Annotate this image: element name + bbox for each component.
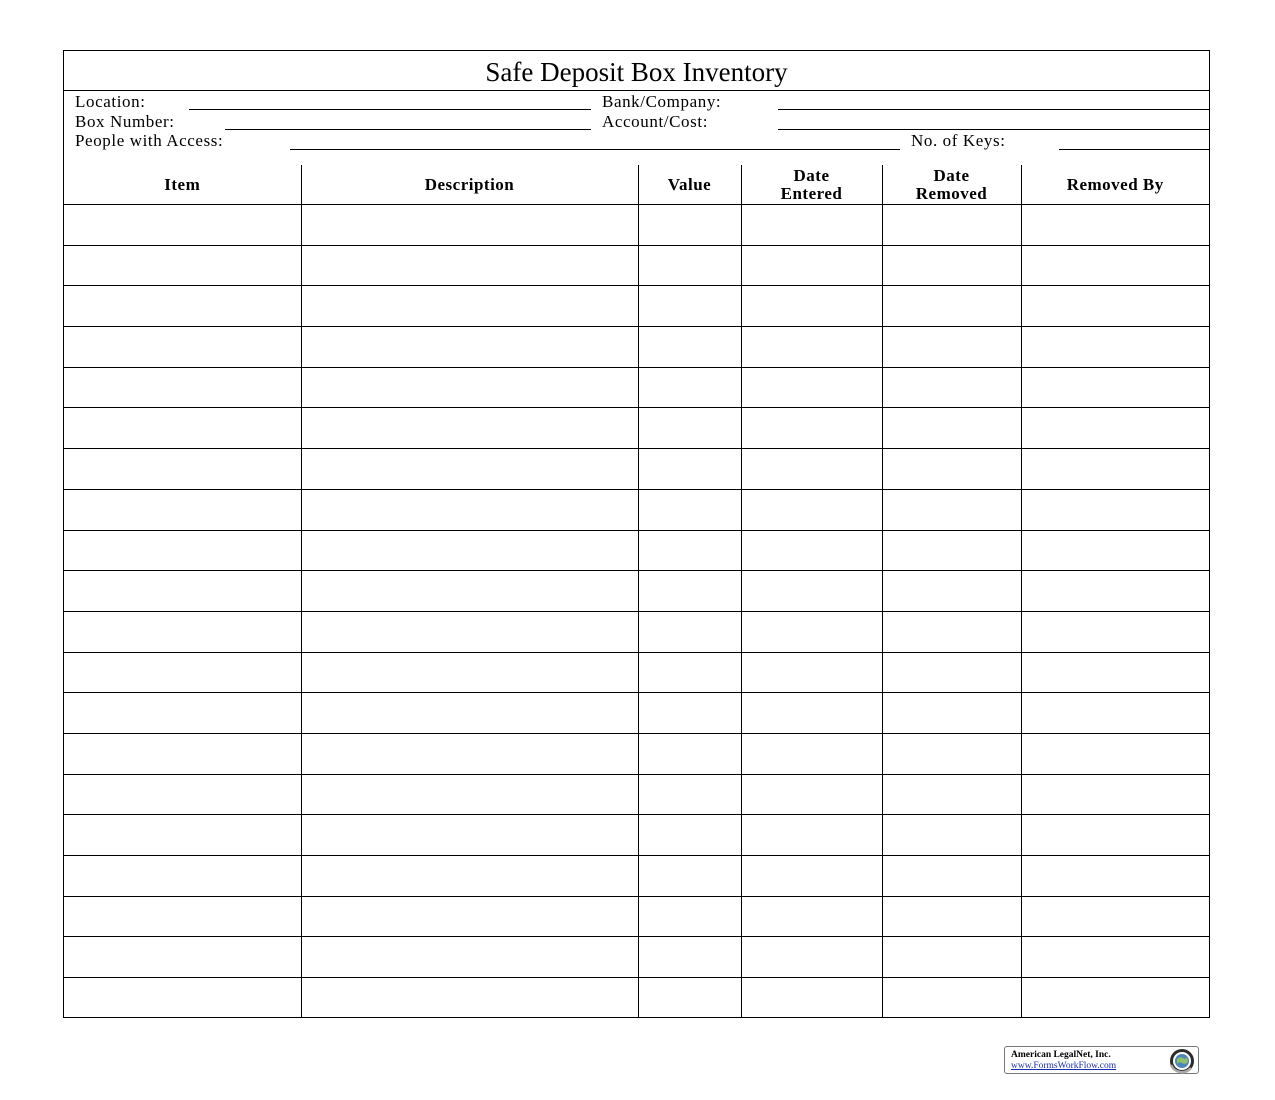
- table-row: [64, 286, 1209, 327]
- description-cell[interactable]: [301, 896, 638, 937]
- value-cell[interactable]: [638, 611, 741, 652]
- date-removed-cell[interactable]: [882, 774, 1021, 815]
- removed-by-cell[interactable]: [1021, 978, 1209, 1018]
- no-of-keys-field[interactable]: [1059, 149, 1210, 150]
- removed-by-cell[interactable]: [1021, 693, 1209, 734]
- description-cell[interactable]: [301, 815, 638, 856]
- table-row: [64, 245, 1209, 286]
- removed-by-cell[interactable]: [1021, 856, 1209, 897]
- date-removed-cell[interactable]: [882, 286, 1021, 327]
- value-cell[interactable]: [638, 367, 741, 408]
- removed-by-cell[interactable]: [1021, 530, 1209, 571]
- people-with-access-field[interactable]: [290, 149, 900, 150]
- date-entered-cell[interactable]: [741, 733, 882, 774]
- table-row: [64, 205, 1209, 246]
- removed-by-cell[interactable]: [1021, 367, 1209, 408]
- column-header-date-removed: Date Removed: [882, 165, 1021, 205]
- value-cell[interactable]: [638, 245, 741, 286]
- table-row: [64, 896, 1209, 937]
- table-row: [64, 693, 1209, 734]
- account-cost-label: Account/Cost:: [602, 112, 709, 131]
- value-cell[interactable]: [638, 571, 741, 612]
- date-removed-cell[interactable]: [882, 205, 1021, 246]
- date-entered-cell[interactable]: [741, 693, 882, 734]
- date-removed-cell[interactable]: [882, 449, 1021, 490]
- item-cell[interactable]: [64, 896, 301, 937]
- item-cell[interactable]: [64, 571, 301, 612]
- table-row: [64, 856, 1209, 897]
- removed-by-cell[interactable]: [1021, 205, 1209, 246]
- column-header-removed-by: Removed By: [1021, 165, 1209, 205]
- globe-logo-icon: [1169, 1048, 1195, 1074]
- box-number-label: Box Number:: [75, 112, 175, 131]
- item-cell[interactable]: [64, 530, 301, 571]
- value-cell[interactable]: [638, 652, 741, 693]
- company-name: American LegalNet, Inc.: [1011, 1050, 1111, 1060]
- removed-by-cell[interactable]: [1021, 896, 1209, 937]
- removed-by-cell[interactable]: [1021, 286, 1209, 327]
- table-row: [64, 611, 1209, 652]
- company-logo: [1004, 1046, 1199, 1074]
- value-cell[interactable]: [638, 815, 741, 856]
- date-removed-cell[interactable]: [882, 245, 1021, 286]
- description-cell[interactable]: [301, 611, 638, 652]
- item-cell[interactable]: [64, 733, 301, 774]
- description-cell[interactable]: [301, 774, 638, 815]
- date-entered-cell[interactable]: [741, 978, 882, 1018]
- column-header-item: Item: [64, 165, 301, 205]
- item-cell[interactable]: [64, 856, 301, 897]
- item-cell[interactable]: [64, 449, 301, 490]
- date-entered-cell[interactable]: [741, 774, 882, 815]
- date-entered-cell[interactable]: [741, 530, 882, 571]
- item-cell[interactable]: [64, 489, 301, 530]
- description-cell[interactable]: [301, 205, 638, 246]
- description-cell[interactable]: [301, 489, 638, 530]
- description-cell[interactable]: [301, 530, 638, 571]
- table-row: [64, 571, 1209, 612]
- value-cell[interactable]: [638, 856, 741, 897]
- description-cell[interactable]: [301, 693, 638, 734]
- value-cell[interactable]: [638, 286, 741, 327]
- table-row: [64, 978, 1209, 1018]
- people-with-access-label: People with Access:: [75, 131, 224, 150]
- item-cell[interactable]: [64, 367, 301, 408]
- location-label: Location:: [75, 92, 146, 111]
- table-row: [64, 937, 1209, 978]
- item-cell[interactable]: [64, 327, 301, 368]
- value-cell[interactable]: [638, 733, 741, 774]
- value-cell[interactable]: [638, 205, 741, 246]
- removed-by-cell[interactable]: [1021, 652, 1209, 693]
- description-cell[interactable]: [301, 652, 638, 693]
- table-header-row: [64, 165, 1209, 205]
- date-entered-cell[interactable]: [741, 327, 882, 368]
- date-removed-cell[interactable]: [882, 978, 1021, 1018]
- table-row: [64, 367, 1209, 408]
- item-cell[interactable]: [64, 245, 301, 286]
- removed-by-cell[interactable]: [1021, 733, 1209, 774]
- item-cell[interactable]: [64, 815, 301, 856]
- value-cell[interactable]: [638, 530, 741, 571]
- company-url-link[interactable]: www.FormsWorkFlow.com: [1011, 1061, 1117, 1071]
- date-entered-cell[interactable]: [741, 489, 882, 530]
- table-row: [64, 449, 1209, 490]
- removed-by-cell[interactable]: [1021, 937, 1209, 978]
- date-entered-cell[interactable]: [741, 652, 882, 693]
- description-cell[interactable]: [301, 327, 638, 368]
- date-removed-cell[interactable]: [882, 856, 1021, 897]
- date-removed-cell[interactable]: [882, 408, 1021, 449]
- value-cell[interactable]: [638, 937, 741, 978]
- date-entered-cell[interactable]: [741, 245, 882, 286]
- form-title: Safe Deposit Box Inventory: [64, 51, 1209, 91]
- date-entered-cell[interactable]: [741, 611, 882, 652]
- inventory-form: [63, 50, 1210, 1018]
- item-cell[interactable]: [64, 408, 301, 449]
- date-removed-cell[interactable]: [882, 367, 1021, 408]
- account-cost-field[interactable]: [778, 129, 1210, 130]
- item-cell[interactable]: [64, 286, 301, 327]
- column-header-date-entered: Date Entered: [741, 165, 882, 205]
- date-removed-cell[interactable]: [882, 611, 1021, 652]
- item-cell[interactable]: [64, 774, 301, 815]
- date-entered-cell[interactable]: [741, 205, 882, 246]
- date-entered-cell[interactable]: [741, 449, 882, 490]
- description-cell[interactable]: [301, 245, 638, 286]
- date-removed-cell[interactable]: [882, 489, 1021, 530]
- date-removed-cell[interactable]: [882, 571, 1021, 612]
- bank-company-label: Bank/Company:: [602, 92, 722, 111]
- date-entered-cell[interactable]: [741, 571, 882, 612]
- value-cell[interactable]: [638, 327, 741, 368]
- value-cell[interactable]: [638, 408, 741, 449]
- date-removed-cell[interactable]: [882, 815, 1021, 856]
- date-entered-cell[interactable]: [741, 937, 882, 978]
- box-number-field[interactable]: [225, 129, 591, 130]
- value-cell[interactable]: [638, 449, 741, 490]
- item-cell[interactable]: [64, 978, 301, 1018]
- description-cell[interactable]: [301, 571, 638, 612]
- table-row: [64, 408, 1209, 449]
- removed-by-cell[interactable]: [1021, 571, 1209, 612]
- date-entered-cell[interactable]: [741, 815, 882, 856]
- date-entered-cell[interactable]: [741, 367, 882, 408]
- removed-by-cell[interactable]: [1021, 489, 1209, 530]
- description-cell[interactable]: [301, 286, 638, 327]
- no-of-keys-label: No. of Keys:: [911, 131, 1006, 150]
- removed-by-cell[interactable]: [1021, 245, 1209, 286]
- item-cell[interactable]: [64, 693, 301, 734]
- value-cell[interactable]: [638, 978, 741, 1018]
- removed-by-cell[interactable]: [1021, 408, 1209, 449]
- item-cell[interactable]: [64, 205, 301, 246]
- value-cell[interactable]: [638, 693, 741, 734]
- inventory-table: [64, 165, 1209, 1018]
- table-row: [64, 530, 1209, 571]
- date-entered-cell[interactable]: [741, 408, 882, 449]
- table-row: [64, 327, 1209, 368]
- column-header-description: Description: [301, 165, 638, 205]
- description-cell[interactable]: [301, 856, 638, 897]
- date-removed-cell[interactable]: [882, 693, 1021, 734]
- removed-by-cell[interactable]: [1021, 774, 1209, 815]
- description-cell[interactable]: [301, 937, 638, 978]
- date-entered-cell[interactable]: [741, 896, 882, 937]
- removed-by-cell[interactable]: [1021, 449, 1209, 490]
- date-removed-cell[interactable]: [882, 530, 1021, 571]
- description-cell[interactable]: [301, 367, 638, 408]
- table-row: [64, 489, 1209, 530]
- item-cell[interactable]: [64, 611, 301, 652]
- bank-company-field[interactable]: [778, 109, 1210, 110]
- date-removed-cell[interactable]: [882, 327, 1021, 368]
- value-cell[interactable]: [638, 774, 741, 815]
- value-cell[interactable]: [638, 489, 741, 530]
- item-cell[interactable]: [64, 652, 301, 693]
- removed-by-cell[interactable]: [1021, 815, 1209, 856]
- table-row: [64, 815, 1209, 856]
- column-header-value: Value: [638, 165, 741, 205]
- location-field[interactable]: [189, 109, 591, 110]
- table-row: [64, 652, 1209, 693]
- description-cell[interactable]: [301, 408, 638, 449]
- description-cell[interactable]: [301, 449, 638, 490]
- date-removed-cell[interactable]: [882, 937, 1021, 978]
- date-removed-cell[interactable]: [882, 652, 1021, 693]
- description-cell[interactable]: [301, 978, 638, 1018]
- table-row: [64, 733, 1209, 774]
- description-cell[interactable]: [301, 733, 638, 774]
- removed-by-cell[interactable]: [1021, 327, 1209, 368]
- date-removed-cell[interactable]: [882, 896, 1021, 937]
- date-entered-cell[interactable]: [741, 856, 882, 897]
- removed-by-cell[interactable]: [1021, 611, 1209, 652]
- item-cell[interactable]: [64, 937, 301, 978]
- table-row: [64, 774, 1209, 815]
- date-entered-cell[interactable]: [741, 286, 882, 327]
- value-cell[interactable]: [638, 896, 741, 937]
- date-removed-cell[interactable]: [882, 733, 1021, 774]
